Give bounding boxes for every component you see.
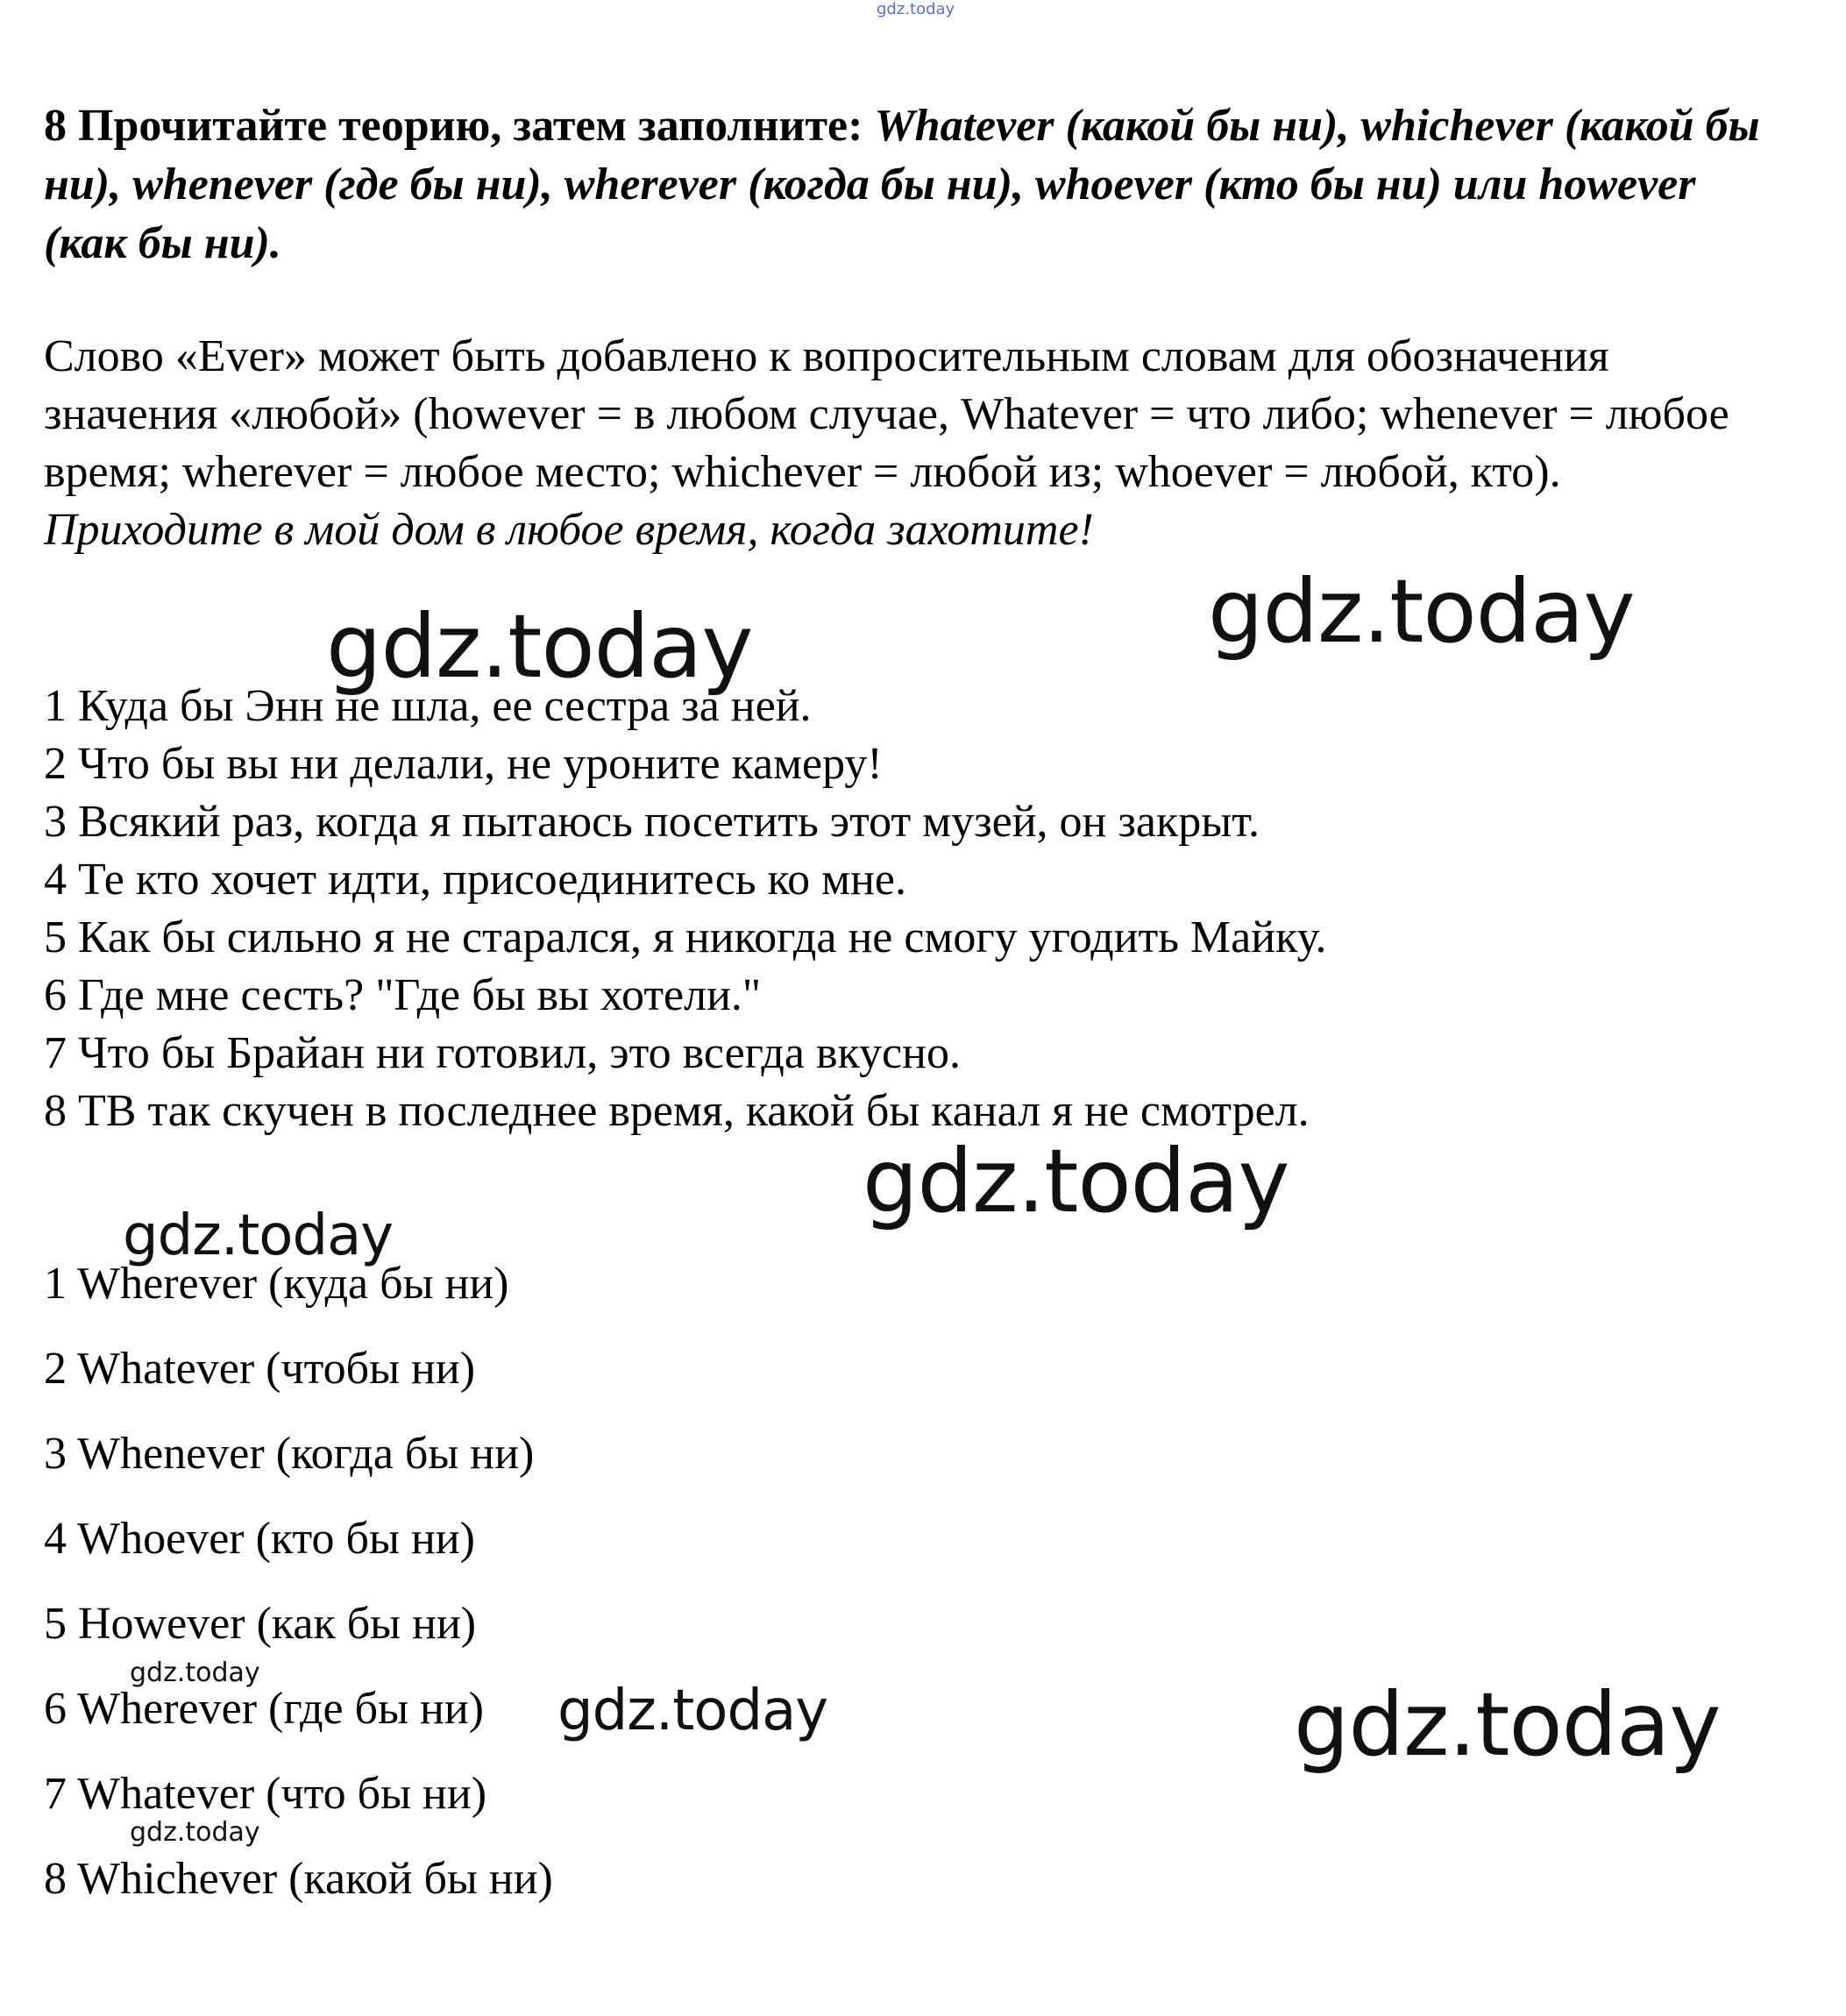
theory-paragraph [44,328,1736,559]
answer-list [44,1255,553,1935]
sentence-item: 8 ТВ так скучен в последнее время, какой бы канал я не смотрел. [44,1086,1310,1136]
sentence-item: 4 Те кто хочет идти, присоединитесь ко мне. [44,855,906,905]
sentence-item: 3 Всякий раз, когда я пытаюсь посетить этот музей, он закрыт. [44,797,1260,847]
theory-example: Приходите в мой дом в любое время, когда захотите! [44,505,1094,555]
watermark: gdz.today [130,1817,260,1848]
answer-item: 3 Whenever (когда бы ни) [44,1429,535,1479]
answer-item: 6 Wherever (где бы ни) [44,1684,484,1734]
watermark: gdz.today [863,1130,1289,1232]
exercise-sentences [44,678,1326,1140]
answer-item: 5 However (как бы ни) [44,1599,477,1649]
watermark: gdz.today [123,1203,394,1268]
sentence-item: 5 Как бы сильно я не старался, я никогда не смогу угодить Майку. [44,912,1327,962]
answer-item: 2 Whatever (чтобы ни) [44,1344,476,1394]
heading-words: Whatever (какой бы ни), whichever (какой бы ни), whenever (где бы ни), wherever (когда бы ни), whoever (кто бы ни) или however (как бы ни). [44,101,1760,268]
sentence-item: 7 Что бы Брайан ни готовил, это всегда вкусно. [44,1028,961,1078]
answer-item: 7 Whatever (что бы ни) [44,1769,487,1819]
answer-item: 8 Whichever (какой бы ни) [44,1854,553,1904]
answer-item: 4 Whoever (кто бы ни) [44,1514,475,1564]
sentence-item: 2 Что бы вы ни делали, не уроните камеру! [44,739,883,789]
theory-text: Слово «Ever» может быть добавлено к вопросительным словам для обозначения значения «любой» (however = в любом случае, Whatever = что либо; whenever = любое время; wherever = любое место; whichever = любой из; whoever = любой, кто). [44,331,1729,497]
watermark: gdz.today [326,595,753,698]
sentence-item: 1 Куда бы Энн не шла, ее сестра за ней. [44,681,812,731]
watermark-top: gdz.today [877,0,955,18]
exercise-heading [44,96,1762,273]
watermark: gdz.today [130,1658,260,1688]
answer-item: 1 Wherever (куда бы ни) [44,1259,509,1309]
watermark: gdz.today [1208,560,1635,663]
watermark: gdz.today [557,1679,828,1743]
watermark: gdz.today [1294,1673,1721,1776]
sentence-item: 6 Где мне сесть? "Где бы вы хотели." [44,970,762,1020]
heading-instruction: 8 Прочитайте теорию, затем заполните: [44,101,875,151]
